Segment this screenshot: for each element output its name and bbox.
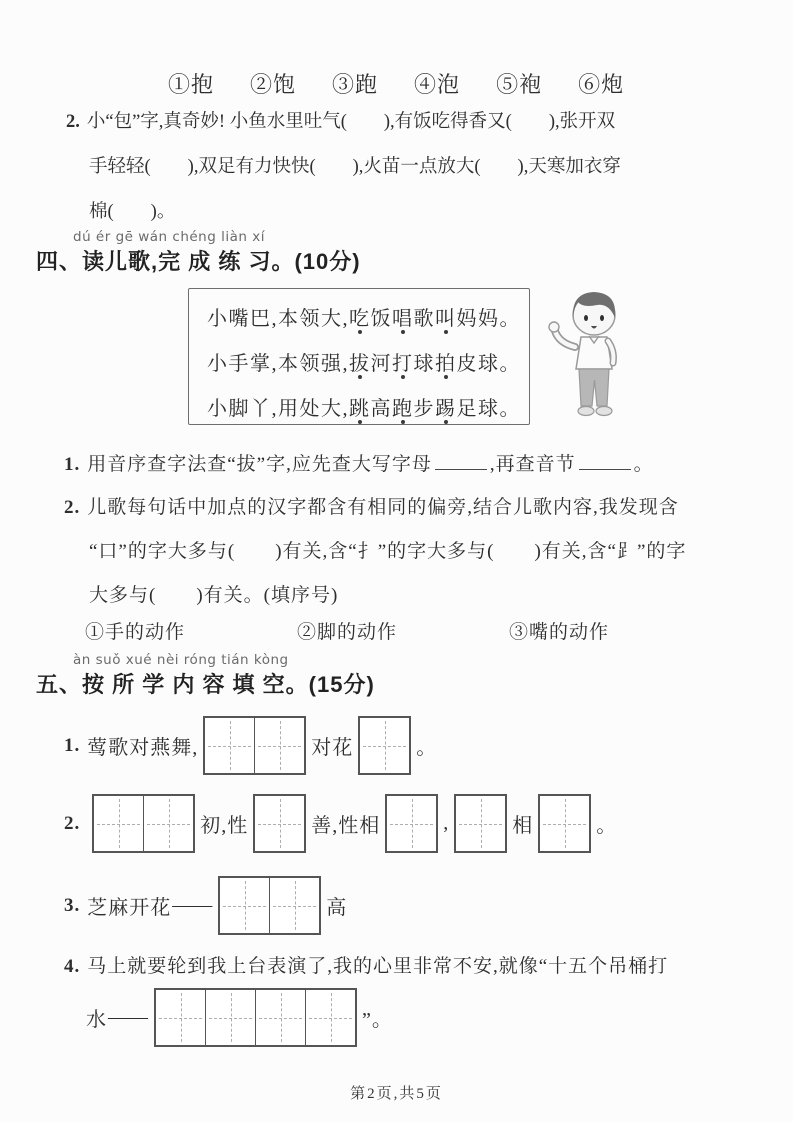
writing-grid [253, 794, 306, 853]
rhyme-line-1 [207, 297, 521, 342]
rhyme-text: 皮球。 [456, 353, 521, 375]
question-text: 芝麻开花 [87, 897, 172, 919]
rhyme-text: 步 [413, 398, 435, 420]
section4-answer-options [85, 617, 717, 644]
answer-option: ②脚的动作 [297, 622, 398, 643]
grid-cell [143, 796, 193, 851]
emphasized-char: 跑 [392, 398, 414, 420]
writing-grid [154, 988, 357, 1047]
word-option: ③跑 [332, 72, 379, 97]
writing-grid [203, 716, 306, 775]
writing-grid [385, 794, 438, 853]
grid-cell [255, 796, 304, 851]
page-footer: 第2页,共5页 [350, 1086, 443, 1102]
grid-cell [220, 878, 269, 933]
rhyme-text: 小手掌,本领强, [207, 353, 349, 375]
section5-question1 [64, 716, 437, 775]
rhyme-line-3 [207, 387, 521, 432]
section4-question2-line2: “口”的字大多与( )有关,含“扌”的字大多与( )有关,含“⻊”的字 [89, 541, 687, 562]
writing-grid [218, 876, 321, 935]
waving-hand [549, 322, 559, 332]
question-text: 。 [633, 454, 654, 475]
rhyme-text: 饭 [370, 308, 392, 330]
section5-question4-line2 [86, 988, 393, 1047]
long-dash: —— [108, 1006, 148, 1028]
question-text: 莺歌对燕舞, [87, 737, 199, 759]
rhyme-box [188, 288, 530, 425]
word-options-row [168, 68, 624, 99]
question-number: 2. [64, 497, 81, 518]
pants [579, 369, 609, 406]
answer-blank [579, 450, 631, 470]
section4-pinyin: dú ér gē wán chéng liàn xí [73, 229, 265, 245]
emphasized-char: 踢 [435, 398, 457, 420]
question-text: 对花 [311, 737, 354, 759]
question-text: 善,性相 [311, 815, 381, 837]
question-text: , [443, 812, 450, 834]
question-text: 小“包”字,真奇妙! 小鱼水里吐气( ),有饭吃得香又( ),张开双 [86, 112, 616, 132]
question-number: 4. [64, 956, 81, 977]
question-text: 马上就要轮到我上台表演了,我的心里非常不安,就像“十五个吊桶打 [87, 956, 669, 977]
emphasized-char: 跳 [349, 398, 371, 420]
student-illustration [545, 285, 637, 423]
question-number: 2. [66, 112, 80, 132]
section4-question2-line1 [64, 492, 679, 519]
grid-cell [387, 796, 436, 851]
word-option: ⑤袍 [496, 72, 543, 97]
question-text: 初,性 [200, 815, 249, 837]
section5-question2 [64, 794, 617, 853]
writing-grid [454, 794, 507, 853]
grid-cell [360, 718, 409, 773]
word-option: ④泡 [414, 72, 461, 97]
grid-cell [456, 796, 505, 851]
word-option: ②饱 [250, 72, 297, 97]
shoe [578, 407, 594, 416]
rhyme-text: 足球。 [456, 398, 521, 420]
eye [600, 315, 604, 321]
grid-cell [305, 990, 355, 1045]
question-text: ”。 [362, 1009, 393, 1031]
question-bao-line1 [66, 107, 615, 133]
answer-option: ①手的动作 [85, 622, 186, 643]
rhyme-text: 小脚丫,用处大, [207, 398, 349, 420]
answer-option: ③嘴的动作 [509, 622, 610, 643]
emphasized-char: 拍 [435, 353, 457, 375]
emphasized-char: 打 [392, 353, 414, 375]
shoe [596, 407, 612, 416]
question-text: 儿歌每句话中加点的汉字都含有相同的偏旁,结合儿歌内容,我发现含 [87, 497, 679, 518]
section4-title: 四、读儿歌,完 成 练 习。(10分) [36, 249, 361, 274]
grid-cell [269, 878, 319, 933]
section5-title: 五、按 所 学 内 容 填 空。(15分) [36, 672, 375, 697]
word-option: ⑥炮 [578, 72, 625, 97]
grid-cell [540, 796, 589, 851]
rhyme-text: 高 [370, 398, 392, 420]
grid-cell [94, 796, 143, 851]
question-number: 1. [64, 734, 81, 756]
question-bao-line3: 棉( )。 [89, 202, 176, 222]
grid-cell [254, 718, 304, 773]
grid-cell [205, 718, 254, 773]
question-text: 。 [416, 737, 438, 759]
rhyme-text: 河 [370, 353, 392, 375]
emphasized-char: 拔 [349, 353, 371, 375]
section4-question1 [64, 449, 654, 476]
rhyme-text: 球 [413, 353, 435, 375]
question-text: ,再查音节 [489, 454, 576, 475]
rhyme-text: 妈妈。 [456, 308, 521, 330]
question-text: 。 [596, 815, 618, 837]
writing-grid [92, 794, 195, 853]
answer-blank [435, 450, 487, 470]
emphasized-char: 吃 [349, 308, 371, 330]
question-number: 3. [64, 894, 81, 916]
question-text: 用音序查字法查“拔”字,应先查大写字母 [87, 454, 432, 475]
rhyme-text: 小嘴巴,本领大, [207, 308, 349, 330]
word-option: ①抱 [168, 72, 215, 97]
section5-question4-line1 [64, 951, 668, 978]
question-number: 1. [64, 454, 81, 475]
section5-pinyin: àn suǒ xué nèi róng tián kòng [73, 652, 289, 668]
question-number: 2. [64, 812, 81, 834]
question-text: 相 [512, 815, 534, 837]
section4-question2-line3: 大多与( )有关。(填序号) [89, 585, 339, 606]
question-text: 高 [326, 897, 348, 919]
rhyme-text: 歌 [413, 308, 435, 330]
question-text: 水 [86, 1009, 107, 1031]
writing-grid [358, 716, 411, 775]
question-bao-line2: 手轻轻( ),双足有力快快( ),火苗一点放大( ),天寒加衣穿 [89, 157, 621, 177]
grid-cell [156, 990, 205, 1045]
emphasized-char: 叫 [435, 308, 457, 330]
grid-cell [205, 990, 255, 1045]
section5-question3 [64, 876, 347, 935]
long-dash: —— [172, 894, 213, 916]
eye [584, 315, 588, 321]
grid-cell [255, 990, 305, 1045]
emphasized-char: 唱 [392, 308, 414, 330]
rhyme-line-2 [207, 342, 521, 387]
writing-grid [538, 794, 591, 853]
